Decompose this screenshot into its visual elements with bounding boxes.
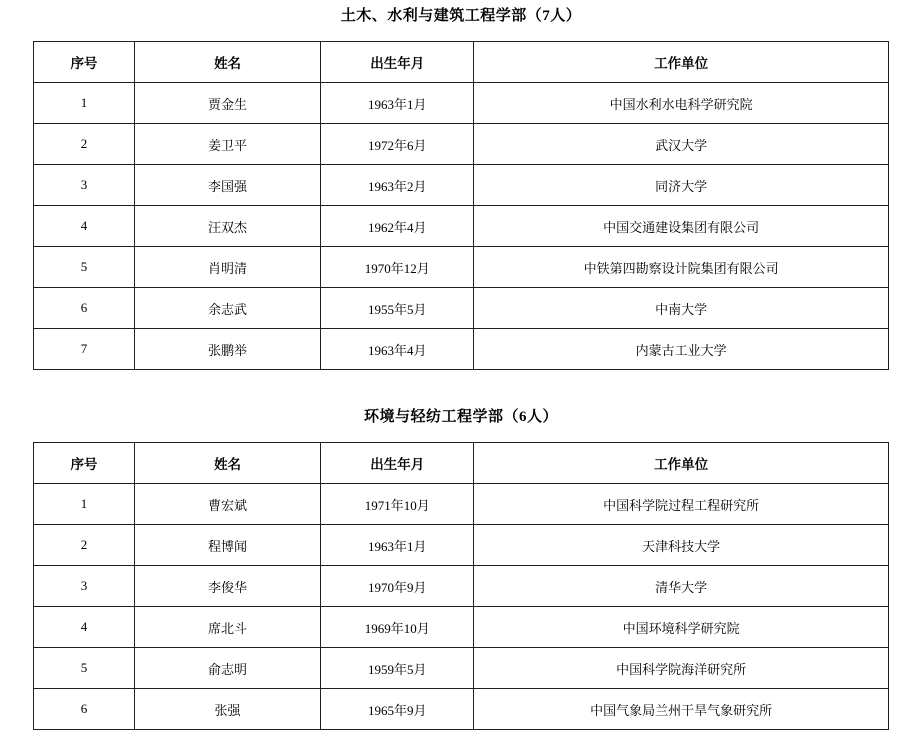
serial-number-cell: 1 [34, 83, 135, 124]
name-cell: 席北斗 [134, 607, 320, 648]
birth-date-cell: 1969年10月 [321, 607, 474, 648]
name-cell: 李国强 [134, 165, 320, 206]
column-header: 序号 [34, 42, 135, 83]
table-row [34, 329, 889, 370]
serial-number-cell: 4 [34, 607, 135, 648]
serial-number-cell: 4 [34, 206, 135, 247]
work-unit-cell: 中国科学院海洋研究所 [474, 648, 889, 689]
birth-date-cell: 1963年4月 [321, 329, 474, 370]
work-unit-cell: 同济大学 [474, 165, 889, 206]
work-unit-cell: 中国环境科学研究院 [474, 607, 889, 648]
column-header: 序号 [34, 443, 135, 484]
column-header: 出生年月 [321, 443, 474, 484]
birth-date-cell: 1970年9月 [321, 566, 474, 607]
name-cell: 贾金生 [134, 83, 320, 124]
work-unit-cell: 内蒙古工业大学 [474, 329, 889, 370]
column-header: 工作单位 [474, 42, 889, 83]
header-row [34, 42, 889, 83]
member-roster-table [33, 442, 889, 730]
work-unit-cell: 中国水利水电科学研究院 [474, 83, 889, 124]
birth-date-cell: 1971年10月 [321, 484, 474, 525]
table-row [34, 206, 889, 247]
birth-date-cell: 1970年12月 [321, 247, 474, 288]
table-row [34, 247, 889, 288]
member-roster-table [33, 41, 889, 370]
academic-division-section [33, 6, 889, 370]
work-unit-cell: 武汉大学 [474, 124, 889, 165]
table-row [34, 83, 889, 124]
table-body [34, 484, 889, 730]
table-row [34, 525, 889, 566]
name-cell: 曹宏斌 [134, 484, 320, 525]
name-cell: 余志武 [134, 288, 320, 329]
birth-date-cell: 1965年9月 [321, 689, 474, 730]
name-cell: 程博闻 [134, 525, 320, 566]
column-header: 工作单位 [474, 443, 889, 484]
birth-date-cell: 1962年4月 [321, 206, 474, 247]
name-cell: 李俊华 [134, 566, 320, 607]
name-cell: 俞志明 [134, 648, 320, 689]
table-row [34, 689, 889, 730]
name-cell: 姜卫平 [134, 124, 320, 165]
work-unit-cell: 中国科学院过程工程研究所 [474, 484, 889, 525]
birth-date-cell: 1963年1月 [321, 83, 474, 124]
serial-number-cell: 3 [34, 165, 135, 206]
work-unit-cell: 中南大学 [474, 288, 889, 329]
name-cell: 张强 [134, 689, 320, 730]
work-unit-cell: 天津科技大学 [474, 525, 889, 566]
column-header: 出生年月 [321, 42, 474, 83]
section-title: 土木、水利与建筑工程学部（7人） [340, 8, 582, 24]
table-body [34, 83, 889, 370]
serial-number-cell: 2 [34, 124, 135, 165]
section-title: 环境与轻纺工程学部（6人） [363, 409, 558, 425]
birth-date-cell: 1972年6月 [321, 124, 474, 165]
serial-number-cell: 3 [34, 566, 135, 607]
serial-number-cell: 5 [34, 648, 135, 689]
name-cell: 张鹏举 [134, 329, 320, 370]
table-header [34, 42, 889, 83]
table-row [34, 566, 889, 607]
work-unit-cell: 中国气象局兰州干旱气象研究所 [474, 689, 889, 730]
column-header: 姓名 [134, 42, 320, 83]
birth-date-cell: 1963年1月 [321, 525, 474, 566]
table-row [34, 124, 889, 165]
birth-date-cell: 1959年5月 [321, 648, 474, 689]
header-row [34, 443, 889, 484]
name-cell: 肖明清 [134, 247, 320, 288]
serial-number-cell: 2 [34, 525, 135, 566]
birth-date-cell: 1955年5月 [321, 288, 474, 329]
serial-number-cell: 7 [34, 329, 135, 370]
table-row [34, 648, 889, 689]
name-cell: 汪双杰 [134, 206, 320, 247]
table-row [34, 288, 889, 329]
birth-date-cell: 1963年2月 [321, 165, 474, 206]
table-header [34, 443, 889, 484]
serial-number-cell: 5 [34, 247, 135, 288]
work-unit-cell: 清华大学 [474, 566, 889, 607]
serial-number-cell: 6 [34, 288, 135, 329]
table-row [34, 484, 889, 525]
table-row [34, 607, 889, 648]
serial-number-cell: 6 [34, 689, 135, 730]
column-header: 姓名 [134, 443, 320, 484]
work-unit-cell: 中国交通建设集团有限公司 [474, 206, 889, 247]
work-unit-cell: 中铁第四勘察设计院集团有限公司 [474, 247, 889, 288]
table-row [34, 165, 889, 206]
academic-division-section [33, 407, 889, 730]
serial-number-cell: 1 [34, 484, 135, 525]
